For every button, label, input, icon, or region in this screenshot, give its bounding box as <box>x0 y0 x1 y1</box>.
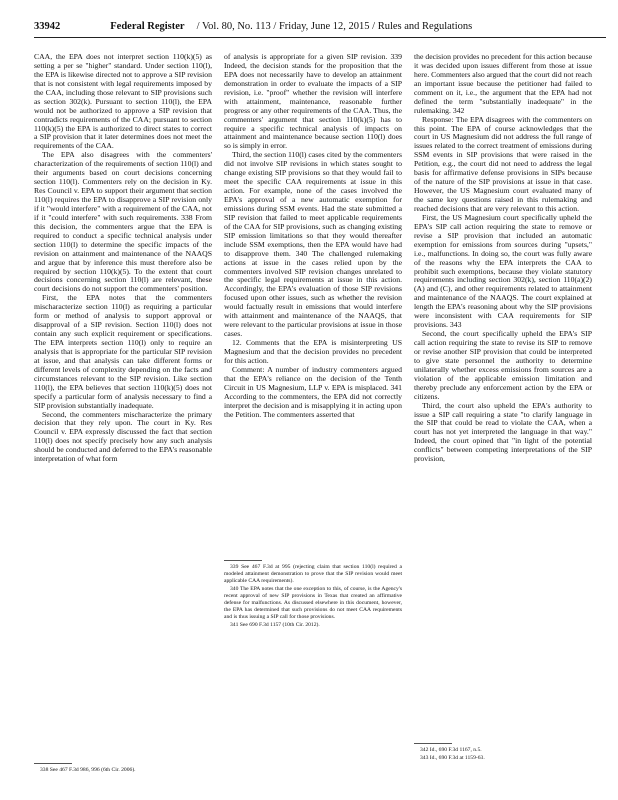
paragraph: First, the EPA notes that the commenters mischaracterize section 110(l) as requiring a particular form or method of analysis to support approval or disapproval of a SIP revision. Section 110(l) does not contain any such explicit requirement or specifications. The EPA interprets section 110(l) only to require an analysis that is appropriate for the particular SIP revision at issue, and that analysis can take different forms or different levels of complexity depending on the facts and circumstances relevant to the SIP revision. Like section 110(l), the EPA believes that section 110(k)(5) does not specify a particular form of analysis necessary to find a SIP provision substantially inadequate. <box>34 293 212 410</box>
footnotes-column-2 <box>224 564 402 698</box>
footnote: 338 See 467 F.3d 986, 996 (6th Cir. 2006). <box>40 767 136 773</box>
paragraph: Response: The EPA disagrees with the commenters on this point. The EPA of course acknowledges that the court in US Magnesium did not address the full range of issues related to the correct treatment of emissions during SSM events in SIP provisions that were raised in the Petition, e.g., the court did not need to address the legal basis for affirmative defense provisions in SIPs because of the nature of the SIP provisions at issue in that case. However, the US Magnesium court evaluated many of the same key questions raised in this rulemaking and reached decisions that are very relevant to this action. <box>414 114 592 213</box>
paragraph: Third, the section 110(l) cases cited by the commenters did not involve SIP revisions in which states sought to change existing SIP provisions so that they would fail to meet the specific CAA requirements at issue in this action. For example, none of the cases involved the EPA's approval of a new automatic exemption for emissions during SSM events. Had the state submitted a SIP revision that failed to meet applicable requirements of the CAA for SIP provisions, such as changing existing SIP emission limitations so that they would thereafter include SSM exemptions, then the EPA would have had to disapprove them. 340 The challenged rulemaking actions at issue in the cases relied upon by the commenters involved SIP revision changes unrelated to the specific legal requirements at issue in this action. Accordingly, the EPA's evaluation of those SIP revisions focused upon other issues, such as whether the revision would factually result in emissions that would interfere with attainment and maintenance of the NAAQS, that were relevant to the particular provisions at issue in those cases. <box>224 150 402 339</box>
footnotes-column-3 <box>414 747 592 763</box>
paragraph: First, the US Magnesium court specifically upheld the EPA's SIP call action requiring the state to remove or revise a SIP provision that included an automatic exemption for emissions from sources during "upsets," i.e., malfunctions. In doing so, the court was fully aware of the reasons why the EPA interprets the CAA to prohibit such exemptions, because they violate statutory requirements including section 302(k), section 110(a)(2)(A) and (C), and other requirements related to attainment and maintenance of the NAAQS. The court explained at length the EPA's reasoning about why the SIP provisions were inconsistent with CAA requirements for SIP provisions. 343 <box>414 212 592 330</box>
footnote-rule <box>34 763 72 764</box>
footnotes-column-1 <box>34 767 212 775</box>
paragraph: 12. Comments that the EPA is misinterpreting US Magnesium and that the decision provides no precedent for this action. <box>224 338 402 365</box>
publication-title: Federal Register <box>110 21 185 32</box>
text-column-1 <box>34 53 212 743</box>
page-number: 33942 <box>34 21 61 32</box>
paragraph: of analysis is appropriate for a given SIP revision. 339 Indeed, the decision stands for the proposition that the EPA does not necessarily have to develop an attainment demonstration in order to evaluate the impacts of a SIP revision, i.e. "proof" whether the revision will interfere with attainment, maintenance, reasonable further progress or any other requirements of the CAA. Thus, the commenters' argument that section 110(k)(5) has to require a specific technical analysis of impacts on attainment and maintenance because section 110(l) does so is simply in error. <box>224 52 402 151</box>
text-column-2 <box>224 53 402 521</box>
paragraph: Second, the commenters mischaracterize the primary decision that they rely upon. The court in Ky. Res Council v. EPA expressly discussed the fact that section 110(l) does not specify precisely how any such analysis should be conducted and deferred to the EPA's reasonable interpretation of what form <box>34 409 212 464</box>
paragraph: the decision provides no precedent for this action because it was decided upon issues different from those at issue here. Commenters also argued that the court did not reach an important issue because the petitioner had failed to comment on it, i.e., the argument that the EPA had not defined the term "substantially inadequate" in the rulemaking. 342 <box>414 52 592 115</box>
paragraph: The EPA also disagrees with the commenters' characterization of the requirements of section 110(l) and their arguments based on court decisions concerning section 110(l). Commenters rely on the decision in Ky. Res Council v. EPA to support their argument that section 110(l) requires the EPA to disapprove a SIP revision only if it "would interfere" with a requirement of the CAA, not if it "could interfere" with such requirements. 338 From this decision, the commenters argue that the EPA is required to conduct a specific technical analysis under section 110(l) to determine the specific impacts of the revision on attainment and maintenance of the NAAQS and argue that by inference this must therefore also be required by section 110(k)(5). To the extent that court decisions concerning section 110(l) are relevant, these court decisions do not support the commenters' position. <box>34 150 212 294</box>
footnote: 343 Id., 690 F.3d at 1159-63. <box>420 755 485 761</box>
header-rule <box>34 37 606 38</box>
paragraph: CAA, the EPA does not interpret section 110(k)(5) as setting a per se "higher" standard. Under section 110(l), the EPA is likewise directed not to approve a SIP revision that is not consistent with legal requirements imposed by the CAA, including those relevant to SIP provisions such as section 302(k). Pursuant to section 110(l), the EPA would not be authorized to approve a SIP revision that contradicts requirements of the CAA; pursuant to section 110(k)(5) the EPA is authorized to direct states to correct a SIP provision that it later determines does not meet the requirements of the CAA. <box>34 52 212 151</box>
footnote-rule <box>224 560 262 561</box>
text-column-3 <box>414 53 592 735</box>
footnote: 341 See 690 F.3d 1157 (10th Cir. 2012). <box>230 622 320 628</box>
footnote: 340 The EPA notes that the one exception to this, of course, is the Agency's recent approval of new SIP provisions in Texas that created an affirmative defense for malfunctions. As discussed elsewhere in this document, however, the EPA has determined that such provisions do not meet CAA requirements and is thus issuing a SIP call for those provisions. <box>224 586 402 620</box>
footnote: 342 Id., 690 F.3d 1167, n.5. <box>420 747 482 753</box>
page-header <box>34 21 606 35</box>
footnote-rule <box>414 743 452 744</box>
paragraph: Third, the court also upheld the EPA's authority to issue a SIP call requiring a state "to clarify language in the SIP that could be read to violate the CAA, when a court has not yet interpreted the language in that way." Indeed, the court opined that "in light of the potential conflicts" between competing interpretations of the SIP provision, <box>414 400 592 464</box>
footnote: 339 See 467 F.3d at 995 (rejecting claim that section 110(l) required a modeled attainment demonstration to prove that the SIP revision would meet applicable CAA requirements). <box>224 564 402 584</box>
issue-meta: / Vol. 80, No. 113 / Friday, June 12, 2015 / Rules and Regulations <box>196 21 473 32</box>
paragraph: Comment: A number of industry commenters argued that the EPA's reliance on the decision of the Tenth Circuit in US Magnesium, LLP v. EPA is misplaced. 341 According to the commenters, the EPA did not correctly interpret the decision and is misapplying it in acting upon the Petition. The commenters asserted that <box>224 364 402 419</box>
paragraph: Second, the court specifically upheld the EPA's SIP call action requiring the state to revise its SIP to remove or revise another SIP provision that could be interpreted to give state personnel the authority to determine unilaterally whether excess emissions from sources are a violation of the applicable emission limitation and thereby preclude any enforcement action by the EPA or citizens. <box>414 329 592 401</box>
